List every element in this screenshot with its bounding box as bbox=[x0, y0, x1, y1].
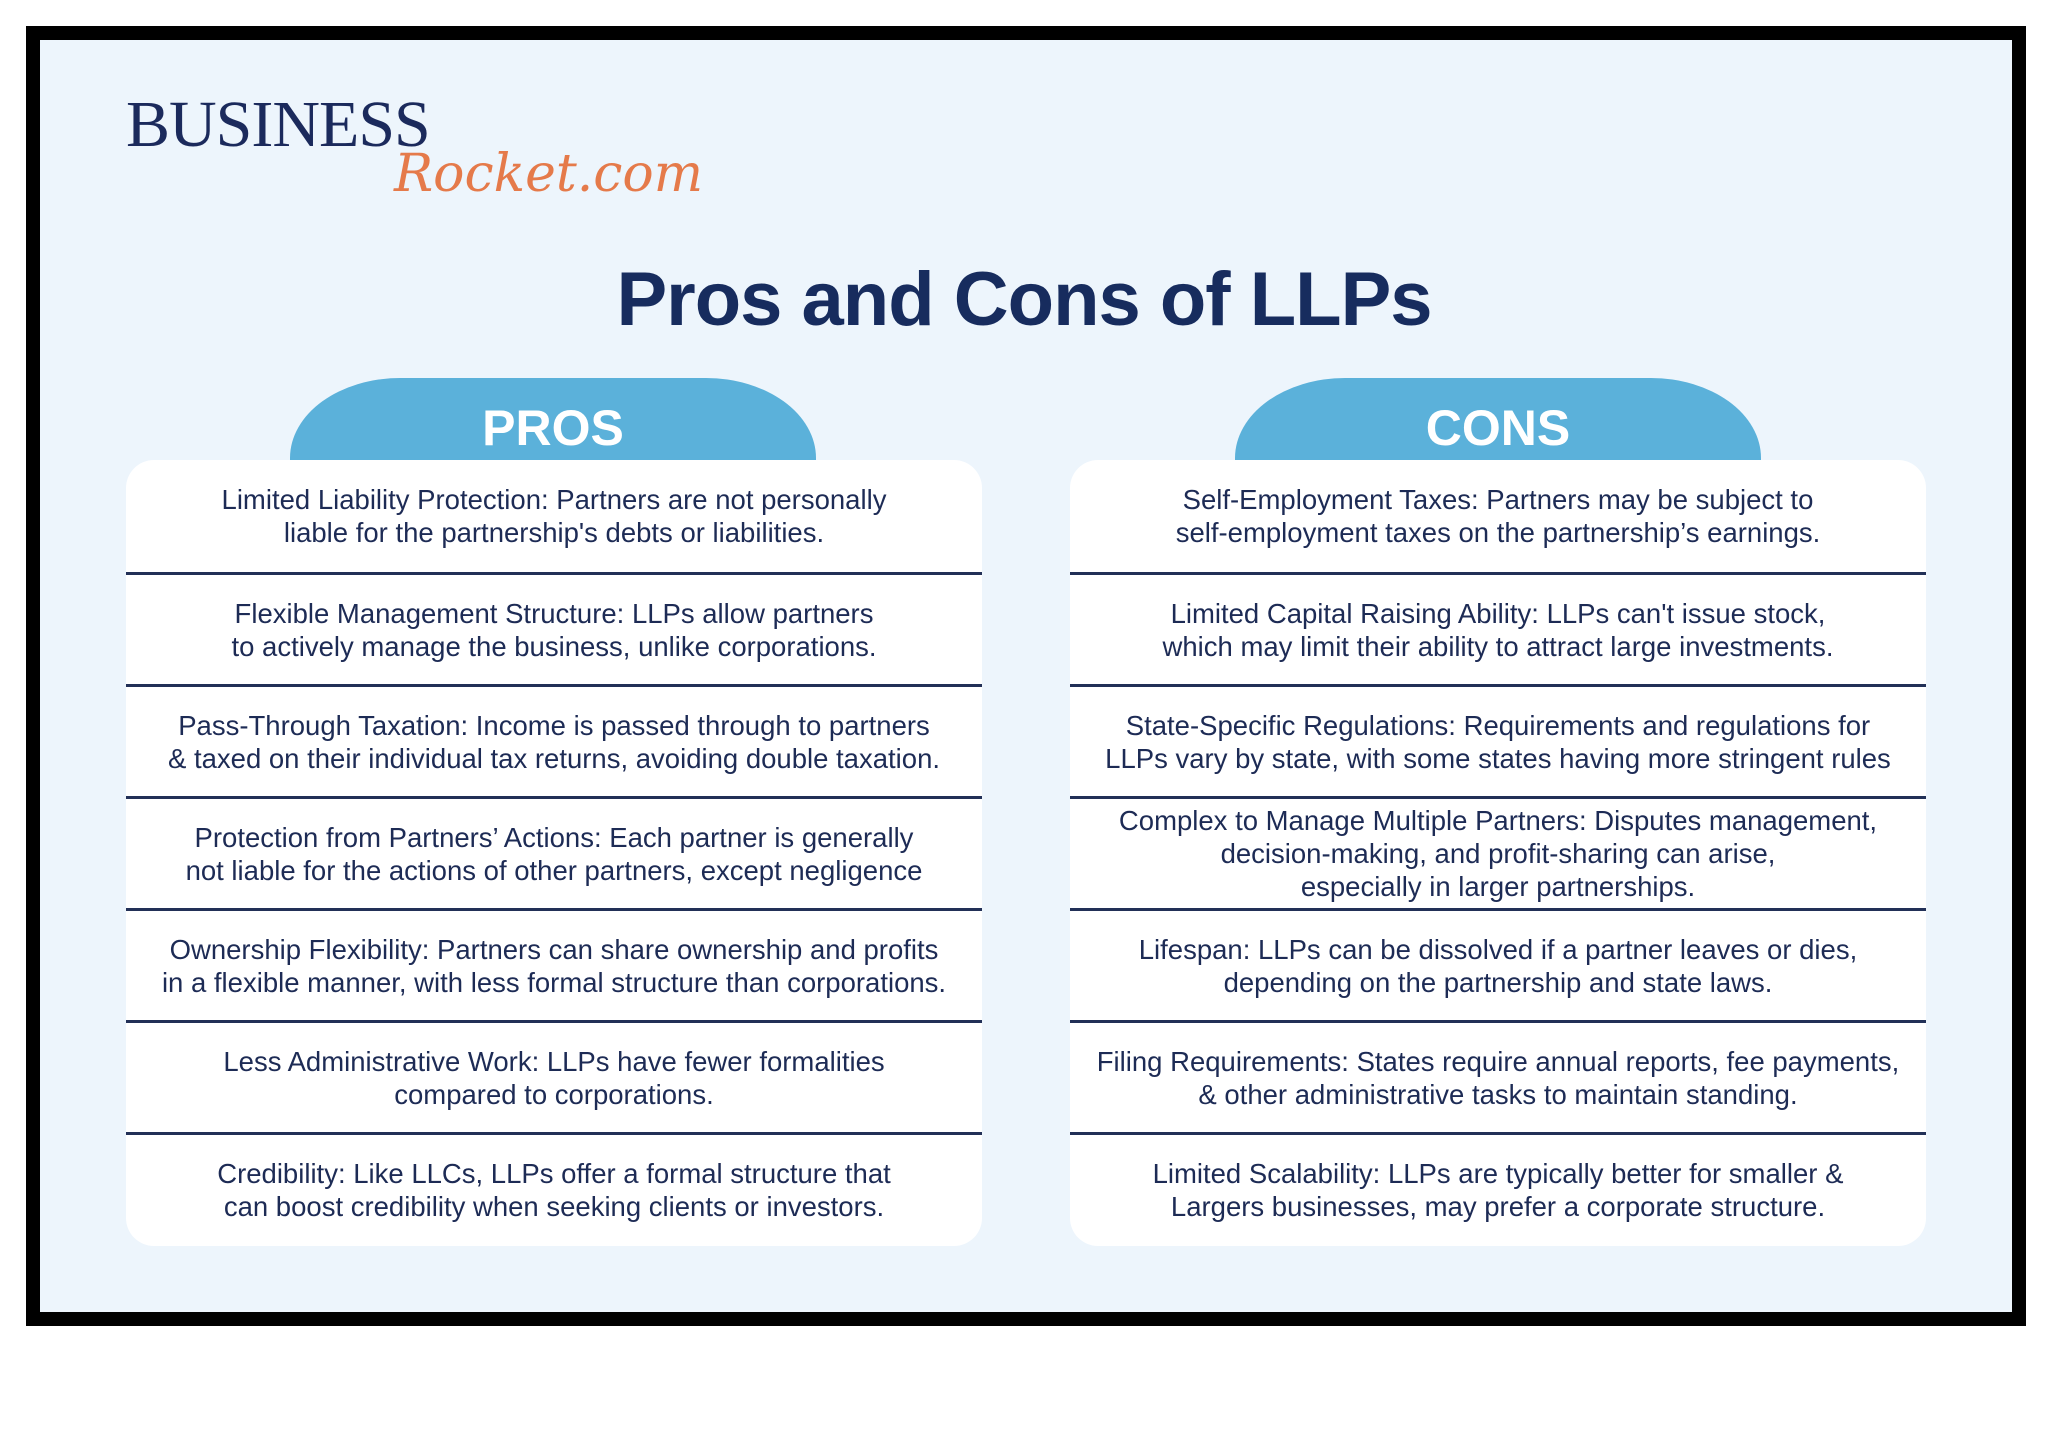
cons-item-text: Self-Employment Taxes: Partners may be subject to self-employment taxes on the partnership’s earnings. bbox=[1175, 484, 1821, 548]
pros-item-text: Less Administrative Work: LLPs have fewer formalities compared to corporations. bbox=[223, 1045, 885, 1110]
cons-list bbox=[1070, 460, 1926, 1246]
pros-item bbox=[126, 460, 982, 572]
cons-item bbox=[1070, 1132, 1926, 1244]
cons-item-text: Filing Requirements: States require annual reports, fee payments, & other administrative tasks to maintain standing. bbox=[1096, 1045, 1900, 1110]
cons-item-text: Lifespan: LLPs can be dissolved if a partner leaves or dies, depending on the partnership and state laws. bbox=[1138, 933, 1858, 998]
cons-item-text: Limited Capital Raising Ability: LLPs can't issue stock, which may limit their ability to attract large investments. bbox=[1162, 597, 1834, 662]
pros-item bbox=[126, 572, 982, 684]
cons-item bbox=[1070, 460, 1926, 572]
pros-item bbox=[126, 796, 982, 908]
cons-item-text: Complex to Manage Multiple Partners: Disputes management, decision-making, and profit-sharing can arise, especially in larger partnerships. bbox=[1118, 805, 1878, 902]
pros-item-text: Ownership Flexibility: Partners can share ownership and profits in a flexible manner, with less formal structure than corporations. bbox=[161, 933, 947, 998]
cons-item bbox=[1070, 908, 1926, 1020]
pros-item bbox=[126, 908, 982, 1020]
pros-item-text: Pass-Through Taxation: Income is passed through to partners & taxed on their individual tax returns, avoiding double taxation. bbox=[167, 709, 940, 774]
cons-item bbox=[1070, 684, 1926, 796]
cons-item bbox=[1070, 572, 1926, 684]
cons-heading-tab: CONS bbox=[1235, 378, 1761, 464]
page-title: Pros and Cons of LLPs bbox=[616, 257, 1432, 342]
cons-item-text: State-Specific Regulations: Requirements and regulations for LLPs vary by state, with some states having more stringent rules bbox=[1105, 709, 1891, 774]
pros-item-text: Credibility: Like LLCs, LLPs offer a formal structure that can boost credibility when seeking clients or investors. bbox=[217, 1157, 891, 1222]
pros-item-text: Limited Liability Protection: Partners are not personally liable for the partnership's debts or liabilities. bbox=[221, 484, 887, 548]
cons-item bbox=[1070, 796, 1926, 908]
pros-item bbox=[126, 1132, 982, 1244]
pros-item bbox=[126, 684, 982, 796]
logo-wordmark-business: BUSINESS bbox=[126, 88, 430, 161]
cons-item-text: Limited Scalability: LLPs are typically better for smaller & Largers businesses, may prefer a corporate structure. bbox=[1152, 1157, 1844, 1222]
business-rocket-logo bbox=[126, 88, 704, 210]
pros-item-text: Protection from Partners’ Actions: Each partner is generally not liable for the actions of other partners, except negligence bbox=[185, 821, 923, 886]
cons-item bbox=[1070, 1020, 1926, 1132]
logo-wordmark-rocket: Rocket.com bbox=[394, 144, 704, 204]
pros-item-text: Flexible Management Structure: LLPs allow partners to actively manage the business, unlike corporations. bbox=[231, 597, 877, 662]
pros-heading-tab: PROS bbox=[290, 378, 816, 464]
pros-item bbox=[126, 1020, 982, 1132]
pros-list bbox=[126, 460, 982, 1246]
